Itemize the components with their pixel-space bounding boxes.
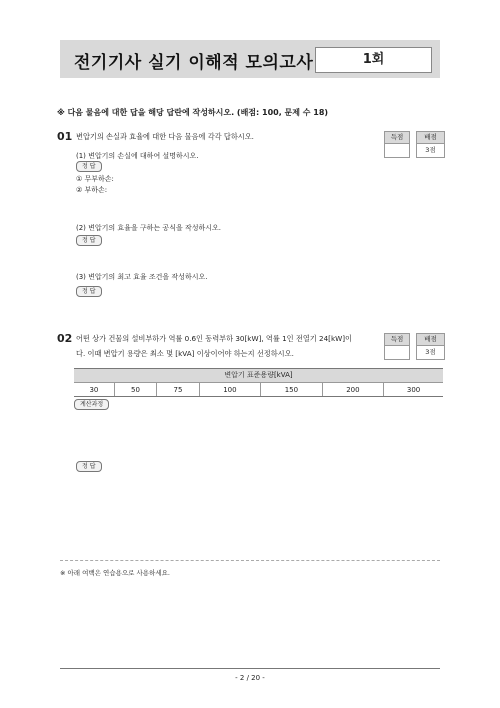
footer-divider xyxy=(60,668,440,669)
points-value: 3점 xyxy=(425,146,436,154)
capacity-cell: 50 xyxy=(114,383,156,397)
question-number-2: 02 xyxy=(57,332,73,345)
capacity-cell: 300 xyxy=(406,385,421,394)
q1-sub-question-1: (1) 변압기의 손실에 대하여 설명하시오. xyxy=(76,152,199,160)
earned-score-box-1 xyxy=(384,131,410,158)
question-text-2-line1: 어떤 상가 건물의 설비부하가 역률 0.6인 동력부하 30[kW], 역률 1인 전열기 24[kW]이 xyxy=(76,334,352,343)
question-text-1: 변압기의 손실과 효율에 대한 다음 물음에 각각 답하시오. xyxy=(76,132,254,141)
answer-tag: 정 답 xyxy=(76,286,102,297)
earned-header: 득점 xyxy=(385,334,409,346)
capacity-table xyxy=(74,368,443,397)
capacity-cell: 150 xyxy=(261,383,322,397)
capacity-cell: 100 xyxy=(199,383,260,397)
practice-note: ※ 아래 여백은 연습용으로 사용하세요. xyxy=(60,569,170,577)
q1-sub-question-2: (2) 변압기의 효율을 구하는 공식을 작성하시오. xyxy=(76,224,221,232)
q1-item-no-load-loss: ① 무부하손: xyxy=(76,175,114,183)
round-label: 1회 xyxy=(315,47,432,73)
answer-tag: 정 답 xyxy=(76,235,102,246)
question-number-1: 01 xyxy=(57,130,73,143)
capacity-cell: 75 xyxy=(157,383,199,397)
points-header: 배점 xyxy=(417,132,444,144)
points-box-1 xyxy=(416,131,445,158)
practice-divider xyxy=(60,560,440,561)
instruction-text: ※ 다음 물음에 대한 답을 해당 답란에 작성하시오. (배점: 100, 문제 수 18) xyxy=(57,108,329,117)
points-value: 3점 xyxy=(425,348,436,356)
answer-tag: 정 답 xyxy=(76,161,102,172)
earned-score-box-2 xyxy=(384,333,410,360)
capacity-cell: 200 xyxy=(322,383,383,397)
earned-header: 득점 xyxy=(385,132,409,144)
q1-sub-question-3: (3) 변압기의 최고 효율 조건을 작성하시오. xyxy=(76,273,208,281)
points-header: 배점 xyxy=(417,334,444,346)
capacity-table-title: 변압기 표준용량[kVA] xyxy=(74,369,443,382)
points-box-2 xyxy=(416,333,445,360)
capacity-row xyxy=(74,383,443,397)
page-number: - 2 / 20 - xyxy=(235,674,265,682)
exam-title: 전기기사 실기 이해적 모의고사 xyxy=(74,53,314,73)
earned-value xyxy=(385,346,409,359)
earned-value xyxy=(385,144,409,157)
answer-tag: 정 답 xyxy=(76,461,102,472)
capacity-cell: 30 xyxy=(74,383,114,397)
calculation-tag: 계산과정 xyxy=(74,399,109,410)
question-text-2-line2: 다. 이때 변압기 용량은 최소 몇 [kVA] 이상이어야 하는지 선정하시오. xyxy=(76,349,294,358)
q1-item-load-loss: ② 부하손: xyxy=(76,186,108,194)
